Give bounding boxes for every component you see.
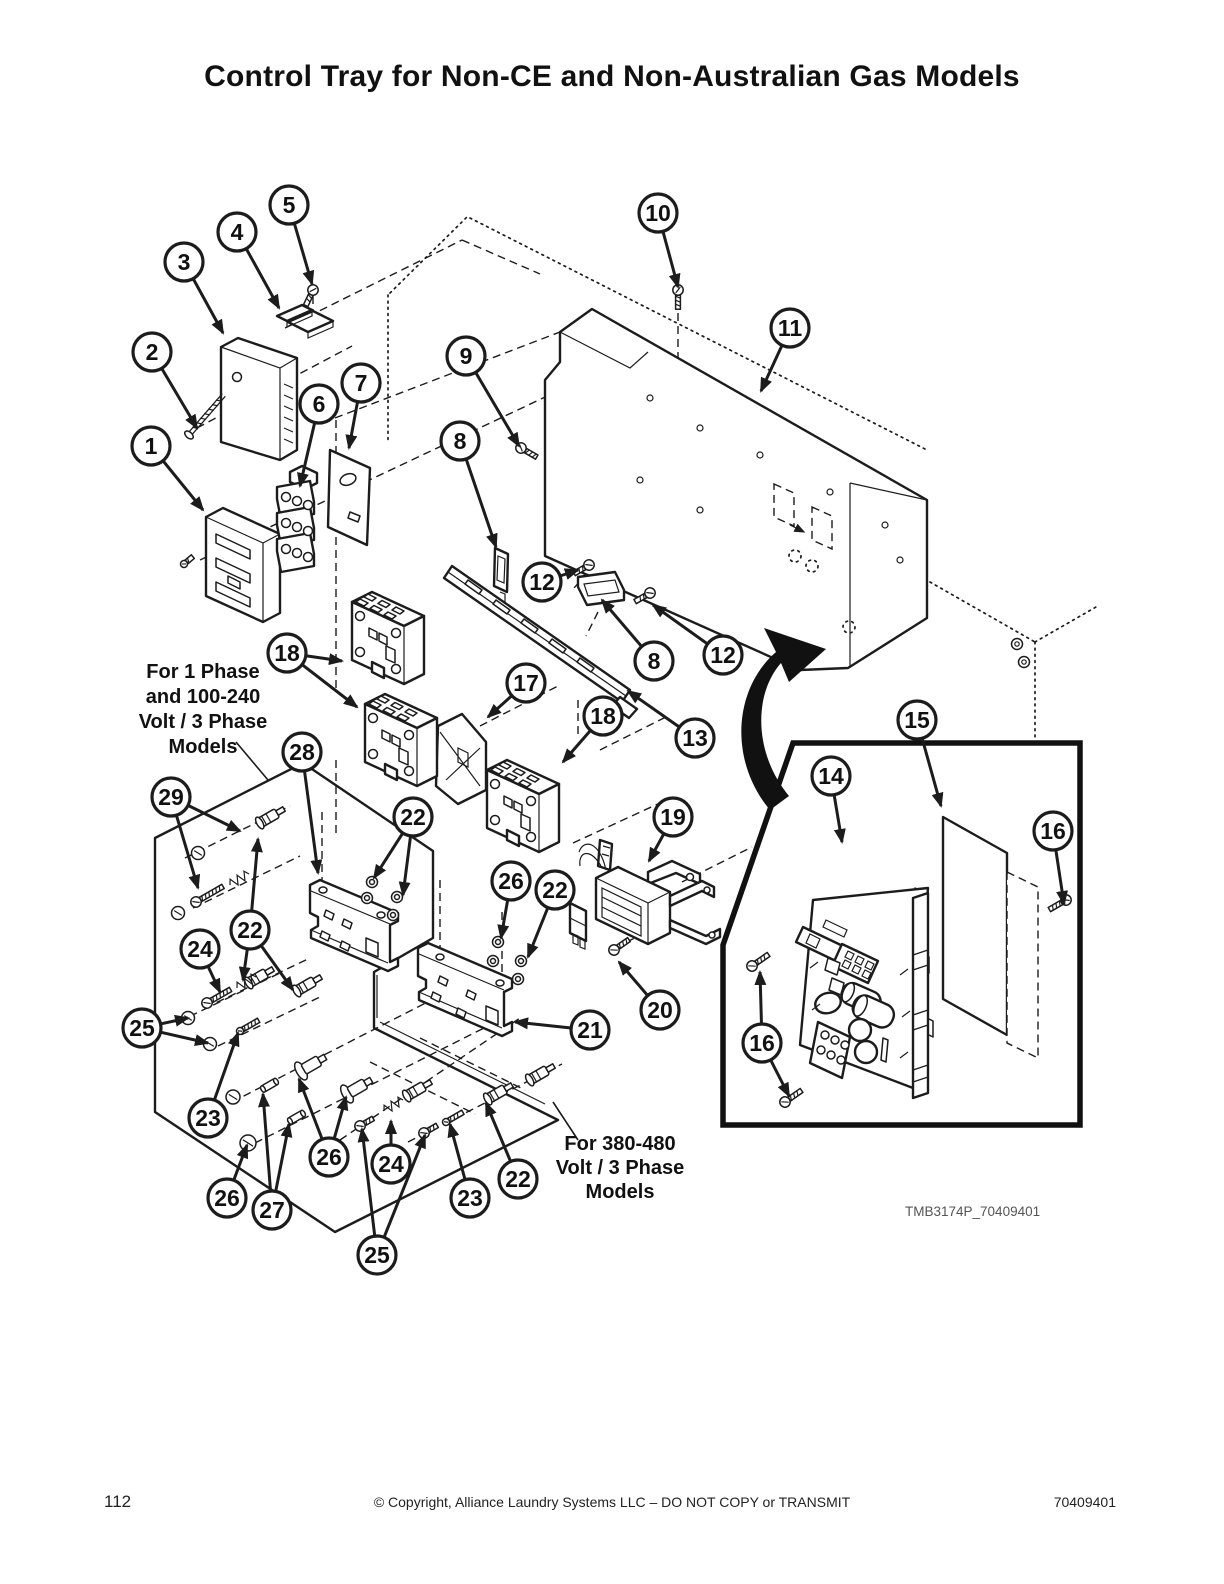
callout-28: [283, 733, 321, 873]
callout-number: 19: [660, 804, 686, 830]
part-18-contactor: [487, 760, 559, 852]
part-8-clip: [494, 548, 508, 602]
grommet-icon: [192, 847, 205, 860]
part-19-transformer: [570, 840, 720, 949]
spring-icon: [228, 870, 252, 889]
figure-code: TMB3174P_70409401: [905, 1204, 1041, 1219]
callout-number: 11: [777, 315, 803, 341]
callout-number: 23: [457, 1185, 483, 1211]
callout-18: [268, 634, 357, 707]
plunger-icon: [254, 803, 287, 830]
washer-icon: [493, 937, 504, 948]
part-28-bracket: [310, 880, 398, 971]
callout-8: [441, 422, 496, 547]
callout-24: [181, 930, 220, 992]
part-14-control-board: [796, 888, 928, 1098]
callout-2: [133, 333, 197, 428]
callout-20: [619, 962, 679, 1029]
screw-icon: [301, 283, 320, 308]
callout-number: 23: [195, 1105, 221, 1131]
callout-number: 22: [400, 804, 426, 830]
copyright-line: © Copyright, Alliance Laundry Systems LLC – DO NOT COPY or TRANSMIT: [373, 1494, 851, 1510]
screw-icon: [353, 1114, 376, 1133]
callout-number: 10: [645, 200, 671, 226]
part-6-terminal-blocks: [277, 466, 317, 572]
callout-number: 26: [214, 1185, 240, 1211]
part-7-cover-plate: [328, 450, 370, 545]
callout-27: [253, 1094, 291, 1229]
callout-number: 7: [354, 370, 368, 396]
callout-4: [218, 213, 279, 308]
document-number: 70409401: [1053, 1494, 1116, 1510]
spring-icon: [382, 1096, 406, 1115]
callout-number: 14: [818, 763, 844, 789]
callout-number: 8: [453, 428, 467, 454]
callout-number: 28: [289, 739, 315, 765]
screw-icon: [441, 1109, 464, 1127]
callout-number: 12: [710, 642, 736, 668]
washer-icon: [362, 893, 373, 904]
label-1-phase: [139, 661, 268, 780]
callout-22: [374, 798, 432, 895]
flanged-plunger-icon: [292, 1048, 330, 1082]
part-18-contactor: [365, 694, 437, 786]
callout-number: 16: [1040, 818, 1066, 844]
page-title: Control Tray for Non-CE and Non-Australian Gas Models: [204, 60, 1020, 93]
part-8-connector: [578, 572, 624, 605]
callout-number: 5: [282, 192, 296, 218]
washer-icon: [513, 974, 524, 985]
svg-text:For 1 Phaseand 100-240Volt / 3: For 1 Phase and 100-240 Volt / 3 Phase Models: [138, 661, 268, 758]
callout-22: [528, 871, 574, 957]
callout-number: 22: [542, 877, 568, 903]
grommet-icon: [226, 1090, 240, 1104]
callout-number: 25: [129, 1015, 155, 1041]
svg-text:For 380-480Volt / 3 PhaseModel: For 380-480 Volt / 3 Phase Models: [555, 1133, 685, 1203]
callout-12: [523, 563, 578, 601]
callout-number: 17: [513, 670, 539, 696]
part-4-overlay-strip: [277, 305, 333, 338]
callout-13: [628, 691, 714, 757]
washer-icon: [392, 892, 403, 903]
callout-number: 15: [904, 707, 930, 733]
washer-icon: [388, 910, 399, 921]
callout-24: [372, 1121, 410, 1183]
screw-icon: [179, 554, 195, 569]
callout-3: [165, 243, 223, 333]
screw-icon: [417, 1121, 440, 1140]
part-18-contactor: [352, 592, 424, 684]
washer-icon: [367, 877, 378, 888]
plunger-icon: [291, 971, 324, 998]
plunger-icon: [524, 1060, 557, 1087]
plunger-icon: [243, 963, 276, 990]
callout-number: 9: [459, 343, 473, 369]
part-17-end-clamp: [436, 714, 486, 804]
callout-number: 3: [177, 249, 191, 275]
part-15-panel: [943, 817, 1007, 1035]
callout-26: [492, 862, 530, 938]
callout-number: 18: [274, 640, 300, 666]
callout-10: [639, 194, 678, 287]
screw-icon: [673, 285, 683, 309]
callout-number: 22: [237, 917, 263, 943]
part-11-control-tray: [545, 309, 927, 670]
callout-number: 26: [316, 1144, 342, 1170]
page-number: 112: [104, 1492, 132, 1511]
callout-number: 24: [187, 936, 213, 962]
callout-number: 26: [498, 868, 524, 894]
callout-21: [515, 1011, 609, 1049]
callout-17: [488, 664, 545, 717]
callout-number: 24: [378, 1151, 404, 1177]
screw-icon: [235, 1017, 260, 1036]
page-footer: [0, 1492, 1224, 1532]
part-1-switch-console: [206, 508, 280, 622]
callout-22: [231, 839, 293, 990]
callout-number: 6: [312, 391, 326, 417]
grommet-icon: [172, 907, 185, 920]
callout-7: [342, 364, 380, 448]
callout-26: [208, 1145, 247, 1217]
callout-number: 2: [145, 339, 159, 365]
washer-icon: [488, 956, 499, 967]
callout-19: [649, 798, 692, 861]
keps-nuts: [1012, 639, 1030, 668]
callout-18: [563, 697, 622, 762]
washer-icon: [516, 956, 527, 967]
callout-26: [299, 1079, 348, 1176]
callout-5: [270, 186, 312, 284]
callout-number: 4: [230, 219, 244, 245]
part-21-bracket: [418, 943, 512, 1036]
callout-number: 12: [529, 569, 555, 595]
callout-number: 18: [590, 703, 616, 729]
callout-number: 1: [144, 433, 158, 459]
screw-icon: [607, 935, 632, 957]
sleeve-icon: [260, 1077, 280, 1093]
callout-number: 25: [364, 1242, 390, 1268]
callout-number: 22: [505, 1166, 531, 1192]
callout-number: 16: [749, 1030, 775, 1056]
part-3-control-box: [221, 338, 297, 460]
callout-number: 13: [682, 725, 708, 751]
callout-number: 21: [577, 1017, 603, 1043]
callout-number: 20: [647, 997, 673, 1023]
callout-22: [486, 1103, 537, 1198]
callout-number: 27: [259, 1197, 285, 1223]
callout-number: 8: [647, 648, 661, 674]
label-380-480: [553, 1102, 684, 1203]
grommet-icon: [240, 1135, 256, 1151]
callout-number: 29: [158, 784, 184, 810]
callout-25: [123, 1009, 208, 1047]
grommet-icon: [204, 1038, 217, 1051]
